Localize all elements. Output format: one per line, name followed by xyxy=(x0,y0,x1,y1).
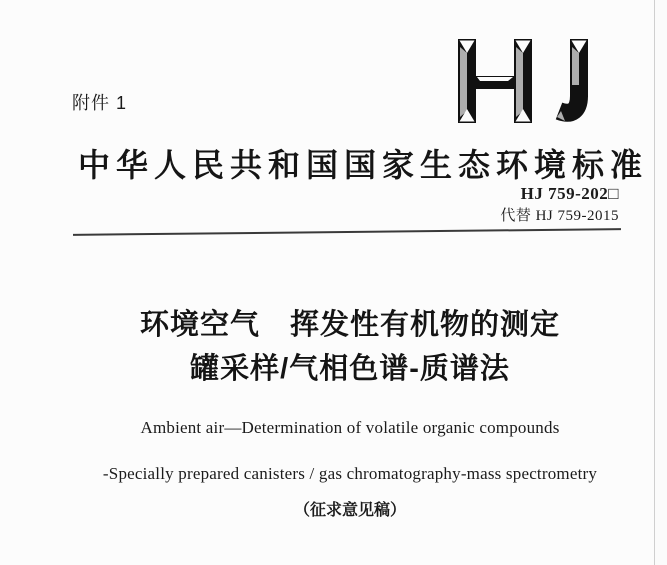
header-rule xyxy=(73,228,621,236)
hj-logo-icon xyxy=(450,33,600,128)
org-title: 中华人民共和国国家生态环境标准 xyxy=(78,147,649,183)
standard-title-en-line2: -Specially prepared canisters / gas chromatography-mass spectrometry xyxy=(102,464,598,483)
page-edge-strip xyxy=(655,0,667,565)
standard-title-cn-line2: 罐采样/气相色谱-质谱法 xyxy=(190,353,510,385)
attachment-label: 附件 1 xyxy=(72,93,128,113)
standard-code-block xyxy=(500,183,619,226)
draft-status-note: （征求意见稿） xyxy=(293,502,406,519)
standard-title-en-line1: Ambient air—Determination of volatile organic compounds xyxy=(140,418,560,437)
standard-code: HJ 759-202□ xyxy=(520,184,619,203)
page-edge-line xyxy=(654,0,655,565)
standard-title-cn-line1: 环境空气 挥发性有机物的测定 xyxy=(139,309,560,341)
replaces-note: 代替 HJ 759-2015 xyxy=(500,207,619,224)
standard-title-cn xyxy=(36,303,664,391)
